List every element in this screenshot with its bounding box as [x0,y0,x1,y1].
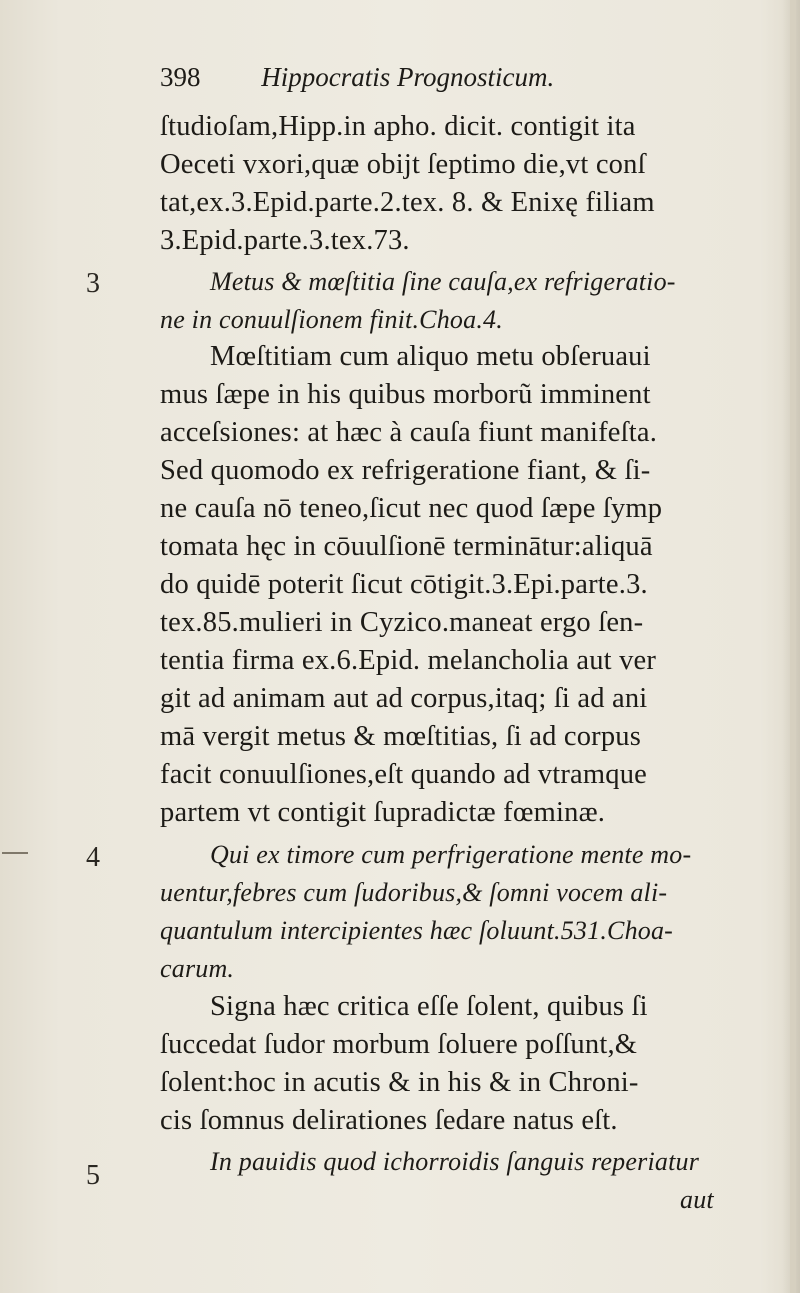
rubric-line: quantulum intercipientes hæc ſoluunt.531.Choa- [160,916,674,945]
margin-number: 4 [86,842,100,873]
text-line: mā vergit metus & mœſtitias, ſi ad corpus [160,721,642,752]
text-line: tex.85.mulieri in Cyzico.maneat ergo ſen- [160,607,644,638]
text-line: Signa hæc critica eſſe ſolent, quibus ſi [210,991,648,1022]
text-line: cis ſomnus delirationes ſedare natus eſt. [160,1105,618,1136]
text-line: tomata hęc in cōuulſionē terminātur:aliquā [160,531,653,562]
rubric-line: carum. [160,954,235,983]
text-line: tat,ex.3.Epid.parte.2.tex. 8. & Enixę filiam [160,187,655,218]
text-line: ne cauſa nō teneo,ſicut nec quod ſæpe ſymp [160,493,663,524]
margin-number: 5 [86,1160,100,1191]
text-line: git ad animam aut ad corpus,itaq; ſi ad ani [160,683,648,714]
running-title: Hippocratis Prognosticum. [261,62,555,92]
margin-number: 3 [86,268,100,299]
text-line: do quidē poterit ſicut cōtigit.3.Epi.parte.3. [160,569,648,600]
text-line: mus ſæpe in his quibus morborũ imminent [160,379,651,410]
text-line: Sed quomodo ex refrigeratione fiant, & ſi- [160,455,651,486]
text-line: 3.Epid.parte.3.tex.73. [160,225,410,256]
rubric-line: Metus & mœſtitia ſine cauſa,ex refrigeratio- [210,267,676,296]
text-line: ſuccedat ſudor morbum ſoluere poſſunt,& [160,1029,638,1060]
text-line: Mœſtitiam cum aliquo metu obſeruaui [210,341,651,372]
rubric-line: uentur,febres cum ſudoribus,& ſomni vocem ali- [160,878,668,907]
rubric-line: Qui ex timore cum perfrigeratione mente mo- [210,840,692,869]
text-line: partem vt contigit ſupradictæ fœminæ. [160,797,606,828]
rubric-line: In pauidis quod ichorroidis ſanguis reperiatur [210,1147,700,1176]
margin-mark [2,852,28,854]
running-header [160,62,554,93]
text-line: tentia firma ex.6.Epid. melancholia aut ver [160,645,657,676]
catchword: aut [680,1185,714,1214]
text-line: ſolent:hoc in acutis & in his & in Chroni- [160,1067,639,1098]
text-line: Oeceti vxori,quæ obijt ſeptimo die,vt conſ [160,149,646,180]
text-line: ſtudioſam,Hipp.in apho. dicit. contigit ita [160,111,636,142]
rubric-line: ne in conuulſionem finit.Choa.4. [160,305,503,334]
text-line: acceſsiones: at hæc à cauſa fiunt manifeſta. [160,417,658,448]
page-number: 398 [160,62,201,92]
text-line: facit conuulſiones,eſt quando ad vtramque [160,759,648,790]
page-fold [790,0,796,1293]
